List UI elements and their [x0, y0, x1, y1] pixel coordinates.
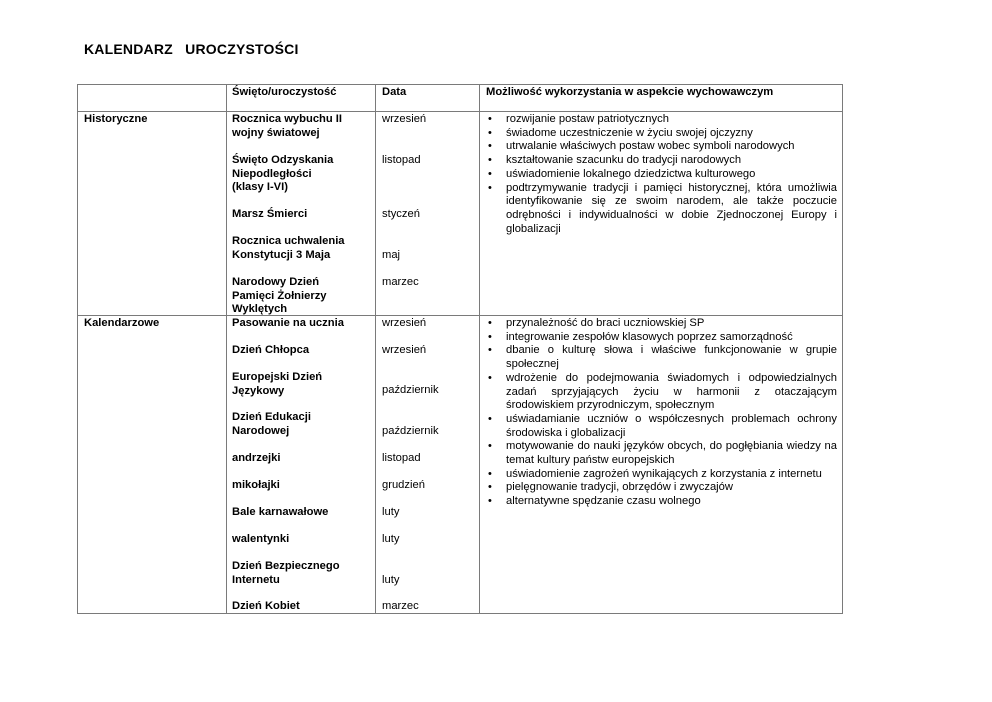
aims-list-historyczne [486, 113, 837, 236]
event-date: wrzesień [382, 113, 427, 125]
list-item: • uświadomienie zagrożeń wynikających z korzystania z internetu [486, 468, 837, 482]
event-name: Dzień Chłopca [232, 344, 310, 356]
event-name: Dzień Kobiet [232, 600, 300, 612]
event-date: luty [382, 533, 400, 545]
list-item: • uświadamianie uczniów o współczesnych problemach ochrony środowiska i globalizacji [486, 413, 837, 440]
event-date: styczeń [382, 208, 420, 220]
aims-list-kalendarzowe [486, 317, 837, 509]
header-date: Data [382, 86, 407, 98]
event-date: wrzesień [382, 317, 427, 329]
event-name: andrzejki [232, 452, 281, 464]
event-name: Dzień Edukacji Narodowej [232, 411, 311, 437]
event-date: wrzesień [382, 344, 427, 356]
event-name: Europejski Dzień Językowy [232, 371, 323, 397]
event-date: luty [382, 574, 400, 586]
column-divider [375, 84, 376, 614]
event-date: luty [382, 506, 400, 518]
list-item: • podtrzymywanie tradycji i pamięci historycznej, która umożliwia identyfikowanie się ze swoim narodem, ale także poczucie odrębności i indywidualności w dobie Zjednoczonej Europy i globalizacji [486, 182, 837, 237]
event-date: październik [382, 425, 439, 437]
column-divider [479, 84, 480, 614]
event-name: Dzień Bezpiecznego Internetu [232, 560, 340, 586]
event-name: Narodowy Dzień Pamięci Żołnierzy Wyklętych [232, 276, 327, 316]
list-item: • alternatywne spędzanie czasu wolnego [486, 495, 837, 509]
event-date: maj [382, 249, 401, 261]
header-usage: Możliwość wykorzystania w aspekcie wychowawczym [486, 86, 774, 98]
section-divider [77, 315, 843, 316]
event-name: Rocznica uchwalenia Konstytucji 3 Maja [232, 235, 345, 261]
list-item: • utrwalanie właściwych postaw wobec symboli narodowych [486, 140, 837, 154]
event-name: Marsz Śmierci [232, 208, 308, 220]
event-date: listopad [382, 154, 421, 166]
list-item: • świadome uczestniczenie w życiu swojej ojczyzny [486, 127, 837, 141]
event-date: listopad [382, 452, 421, 464]
column-divider [226, 84, 227, 614]
list-item: • integrowanie zespołów klasowych poprzez samorządność [486, 331, 837, 345]
list-item: • przynależność do braci uczniowskiej SP [486, 317, 837, 331]
header-divider [77, 111, 843, 112]
document-title: KALENDARZ UROCZYSTOŚCI [84, 41, 299, 57]
list-item: • pielęgnowanie tradycji, obrzędów i zwyczajów [486, 481, 837, 495]
list-item: • wdrożenie do podejmowania świadomych i odpowiedzialnych zadań sprzyjających życiu w harmonii z otaczającym środowiskiem przyrodniczym, społecznym [486, 372, 837, 413]
list-item: • kształtowanie szacunku do tradycji narodowych [486, 154, 837, 168]
event-name: mikołajki [232, 479, 280, 491]
list-item: • uświadomienie lokalnego dziedzictwa kulturowego [486, 168, 837, 182]
list-item: • motywowanie do nauki języków obcych, do pogłębiania wiedzy na temat kultury państw europejskich [486, 440, 837, 467]
event-name: Pasowanie na ucznia [232, 317, 344, 329]
event-date: grudzień [382, 479, 425, 491]
event-date: marzec [382, 600, 419, 612]
event-name: Rocznica wybuchu II wojny światowej [232, 113, 343, 139]
event-name: Bale karnawałowe [232, 506, 329, 518]
event-date: październik [382, 384, 439, 396]
event-name: Święto Odzyskania Niepodległości (klasy I-VI) [232, 154, 334, 194]
category-historyczne: Historyczne [84, 113, 148, 125]
event-name: walentynki [232, 533, 290, 545]
list-item: • dbanie o kulturę słowa i właściwe funkcjonowanie w grupie społecznej [486, 344, 837, 371]
header-holiday: Święto/uroczystość [232, 86, 337, 98]
list-item: • rozwijanie postaw patriotycznych [486, 113, 837, 127]
event-date: marzec [382, 276, 419, 288]
category-kalendarzowe: Kalendarzowe [84, 317, 160, 329]
